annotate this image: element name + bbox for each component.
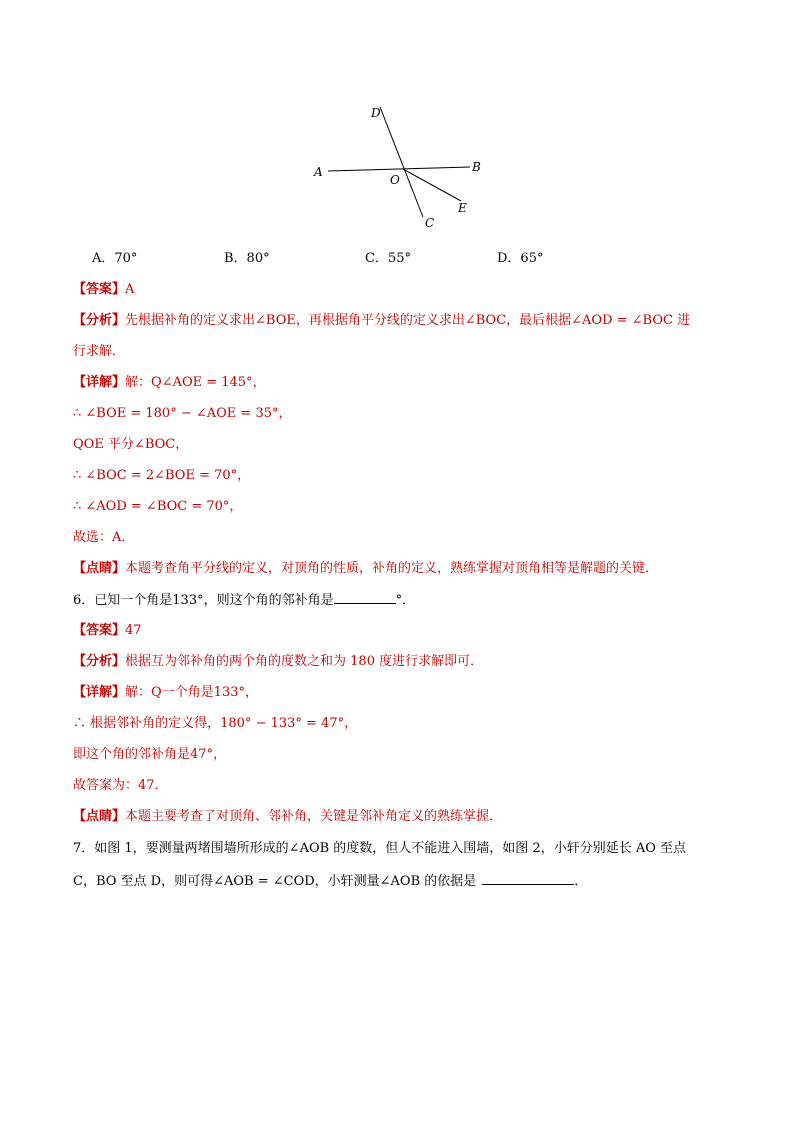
- q6-answer-blank: [334, 591, 396, 604]
- q5-analysis: [73, 312, 690, 330]
- comment-tag: 【点睛】: [73, 561, 126, 576]
- q7-question-text: C，BO 至点 D，则可得∠AOB = ∠COD，小轩测量∠AOB 的依据是: [73, 874, 477, 889]
- q5-detail-3: QOE 平分∠BOC，: [73, 437, 189, 452]
- q6-analysis: [73, 653, 483, 671]
- q6-question: [73, 591, 415, 610]
- option-a: A．70°: [92, 251, 138, 266]
- detail-tag: 【详解】: [73, 685, 126, 700]
- option-d: D．65°: [497, 251, 544, 266]
- q7-question-end: ．: [574, 874, 588, 889]
- q7-question-line1: 7．如图 1，要测量两堵围墙所形成的∠AOB 的度数，但人不能进入围墙，如图 2，小轩分别延长 AO 至点: [73, 841, 687, 856]
- answer-tag: 【答案】: [73, 623, 126, 638]
- label-e: E: [458, 201, 467, 215]
- q6-detail: [73, 684, 258, 702]
- comment-tag: 【点睛】: [73, 809, 126, 824]
- option-c: C．55°: [365, 251, 411, 266]
- q6-detail-4: 故答案为：47．: [73, 778, 168, 793]
- q5-detail-4: ∴ ∠BOC = 2∠BOE = 70°，: [73, 468, 251, 483]
- label-d: D: [371, 106, 381, 120]
- analysis-tag: 【分析】: [73, 654, 126, 669]
- detail-tag: 【详解】: [73, 375, 126, 390]
- answer-tag: 【答案】: [73, 282, 126, 297]
- answer-value: A: [125, 282, 135, 297]
- detail-text: 解：Q∠AOE = 145°，: [125, 375, 266, 390]
- q5-detail-6: 故选：A．: [73, 530, 135, 545]
- q5-answer: [73, 281, 134, 299]
- q7-question-line2: [73, 872, 587, 891]
- comment-text: 本题考查角平分线的定义，对顶角的性质，补角的定义，熟练掌握对顶角相等是解题的关键．: [125, 561, 659, 576]
- q6-answer: [73, 622, 142, 640]
- label-b: B: [472, 160, 481, 174]
- comment-text: 本题主要考查了对顶角、邻补角，关键是邻补角定义的熟练掌握．: [125, 809, 503, 824]
- q6-detail-3: 即这个角的邻补角是47°，: [73, 747, 227, 762]
- line-dc: [380, 107, 423, 217]
- label-c: C: [425, 216, 435, 230]
- q5-analysis-cont: 行求解．: [73, 344, 126, 359]
- geometry-figure: [300, 95, 500, 240]
- q5-detail-5: ∴ ∠AOD = ∠BOC = 70°，: [73, 499, 243, 514]
- q6-comment: [73, 808, 502, 826]
- q5-detail: [73, 374, 266, 392]
- option-b: B．80°: [224, 251, 270, 266]
- q6-question-end: °．: [395, 593, 416, 608]
- q6-detail-2: ∴ 根据邻补角的定义得，180° − 133° = 47°，: [73, 716, 358, 731]
- q7-answer-blank: [482, 872, 574, 885]
- q5-detail-2: ∴ ∠BOE = 180° − ∠AOE = 35°，: [73, 406, 292, 421]
- q6-question-text: 6．已知一个角是133°，则这个角的邻补角是: [73, 593, 334, 608]
- line-ab: [328, 167, 470, 171]
- q5-comment: [73, 560, 658, 578]
- analysis-text: 先根据补角的定义求出∠BOE，再根据角平分线的定义求出∠BOC，最后根据∠AOD = ∠BOC 进: [125, 313, 691, 328]
- ray-oe: [403, 169, 461, 201]
- analysis-tag: 【分析】: [73, 313, 126, 328]
- label-o: O: [390, 173, 400, 187]
- label-a: A: [314, 165, 323, 179]
- analysis-text: 根据互为邻补角的两个角的度数之和为 180 度进行求解即可．: [125, 654, 484, 669]
- detail-text: 解：Q一个角是133°，: [125, 685, 258, 700]
- answer-value: 47: [125, 623, 142, 638]
